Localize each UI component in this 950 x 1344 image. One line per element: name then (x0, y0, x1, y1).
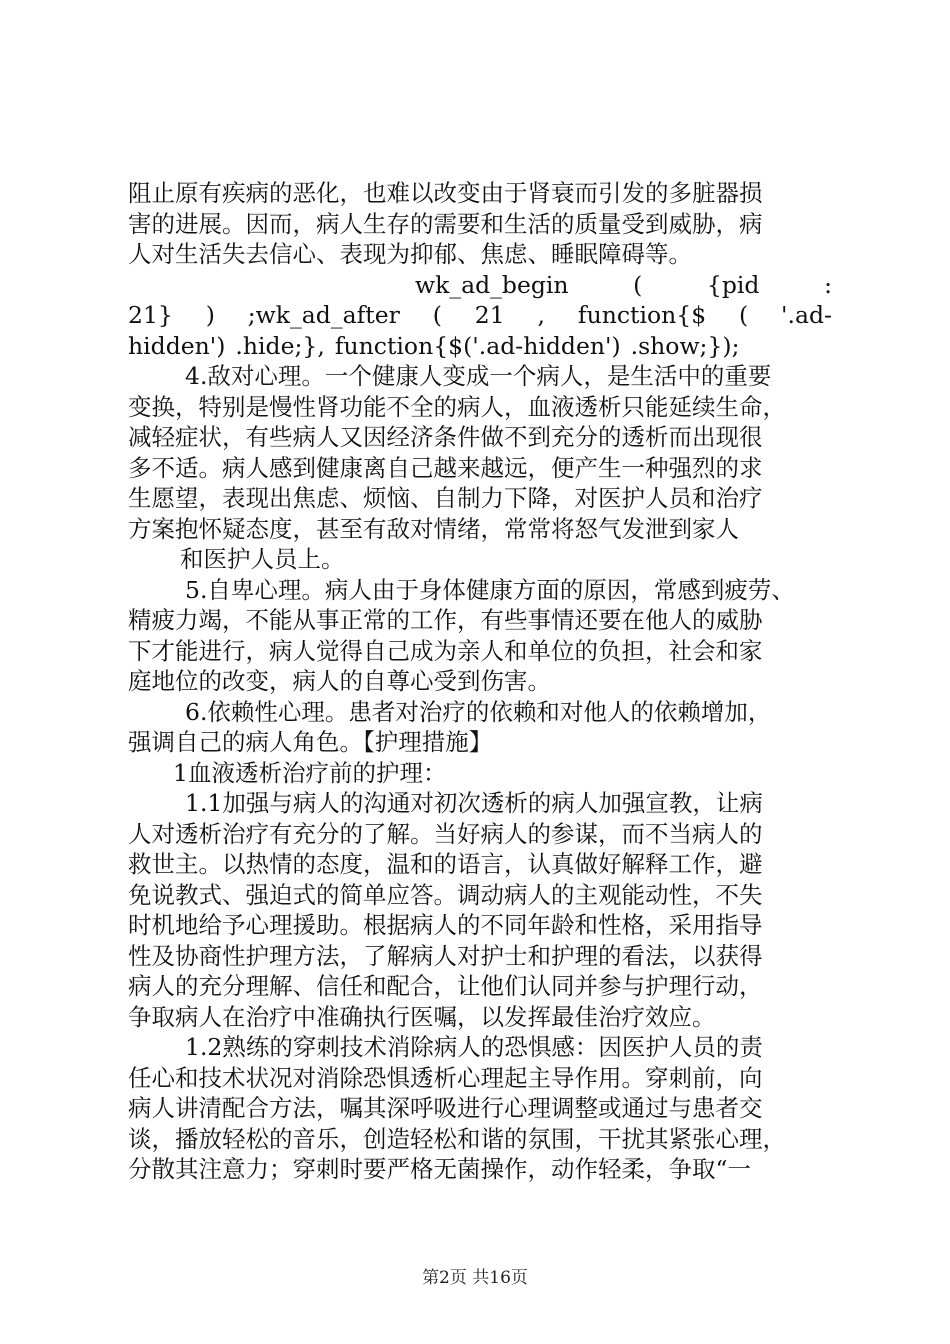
text-line: 免说教式、强迫式的简单应答。调动病人的主观能动性，不失 (128, 880, 763, 909)
text-line: 人对生活失去信心、表现为抑郁、焦虑、睡眠障碍等。 (128, 240, 692, 268)
paragraph-line (128, 910, 832, 941)
paragraph-line (128, 636, 832, 667)
paragraph-line (128, 666, 832, 697)
text-line: 人对透析治疗有充分的了解。当好病人的参谋，而不当病人的 (128, 819, 763, 848)
text-line: 5.自卑心理。病人由于身体健康方面的原因，常感到疲劳、 (185, 575, 795, 604)
paragraph-line (128, 880, 832, 911)
ad-token: ( (633, 270, 643, 299)
paragraph-line (128, 1124, 832, 1155)
ad-token: {pid (706, 270, 760, 299)
paragraph-line (128, 514, 832, 545)
paragraph-line (128, 788, 832, 819)
paragraph-line (128, 849, 832, 880)
paragraph-line (128, 727, 832, 758)
paragraph-line (128, 1093, 832, 1124)
paragraph-line (128, 178, 832, 209)
section-heading (128, 758, 832, 789)
text-line: 1血液透析治疗前的护理： (173, 758, 447, 787)
text-line: 时机地给予心理援助。根据病人的不同年龄和性格，采用指导 (128, 911, 763, 939)
paragraph-line (128, 1154, 832, 1185)
text-line: 分散其注意力；穿刺时要严格无菌操作，动作轻柔，争取“一 (128, 1155, 752, 1183)
text-line: 任心和技术状况对消除恐惧透析心理起主导作用。穿刺前，向 (128, 1063, 763, 1092)
text-line: 精疲力竭，不能从事正常的工作，有些事情还要在他人的威胁 (128, 606, 763, 634)
text-line: 6.依赖性心理。患者对治疗的依赖和对他人的依赖增加， (185, 697, 772, 726)
ad-code-line (128, 300, 832, 331)
text-line: 多不适。病人感到健康离自己越来越远，便产生一种强烈的求 (128, 453, 763, 482)
text-line: 性及协商性护理方法，了解病人对护士和护理的看法，以获得 (128, 941, 763, 970)
ad-code-line (128, 270, 832, 301)
text-line: 方案抱怀疑态度，甚至有敌对情绪，常常将怒气发泄到家人 (128, 514, 739, 543)
ad-token: , (537, 301, 546, 329)
page-footer (0, 1268, 950, 1288)
text-line: 谈，播放轻松的音乐，创造轻松和谐的氛围，干扰其紧张心理， (128, 1124, 786, 1153)
paragraph-line (128, 697, 832, 728)
paragraph-line (128, 1032, 832, 1063)
paragraph-line (128, 544, 832, 575)
text-line: 4.敌对心理。一个健康人变成一个病人，是生活中的重要 (185, 362, 772, 390)
text-line: 和医护人员上。 (180, 545, 345, 573)
ad-token: '.ad- (781, 301, 832, 329)
text-line: 1.2熟练的穿刺技术消除病人的恐惧感：因医护人员的责 (185, 1033, 763, 1061)
paragraph-line (128, 422, 832, 453)
ad-token: 21 (474, 301, 505, 329)
paragraph-line (128, 453, 832, 484)
text-line: 下才能进行，病人觉得自己成为亲人和单位的负担，社会和家 (128, 636, 763, 665)
paragraph-line (128, 361, 832, 392)
ad-token: : (824, 270, 832, 299)
ad-token: .hide;}, (235, 331, 325, 360)
text-line: 变换，特别是慢性肾功能不全的病人，血液透析只能延续生命， (128, 392, 786, 421)
text-line: 病人的充分理解、信任和配合，让他们认同并参与护理行动， (128, 972, 763, 1000)
body-text (128, 178, 832, 1185)
text-line: 1.1加强与病人的沟通对初次透析的病人加强宣教，让病 (185, 789, 763, 817)
page-number: 第2页 共16页 (422, 1268, 528, 1288)
ad-token: 21} (128, 301, 173, 329)
paragraph-line (128, 971, 832, 1002)
text-line: 庭地位的改变，病人的自尊心受到伤害。 (128, 667, 551, 695)
paragraph-line (128, 1063, 832, 1094)
paragraph-line (128, 209, 832, 240)
ad-token: ( (739, 301, 749, 329)
ad-token: ) (205, 301, 215, 329)
paragraph-line (128, 239, 832, 270)
ad-token: ;wk_ad_after (247, 301, 400, 329)
ad-code-line (128, 331, 832, 362)
text-line: 害的进展。因而，病人生存的需要和生活的质量受到威胁，病 (128, 209, 763, 238)
paragraph-line (128, 605, 832, 636)
text-line: 阻止原有疾病的恶化，也难以改变由于肾衰而引发的多脏器损 (128, 179, 763, 207)
paragraph-line (128, 483, 832, 514)
text-line: 强调自己的病人角色。【护理措施】 (128, 728, 493, 756)
paragraph-line (128, 819, 832, 850)
text-line: 生愿望，表现出焦虑、烦恼、自制力下降，对医护人员和治疗 (128, 484, 763, 512)
text-line: 救世主。以热情的态度，温和的语言，认真做好解释工作，避 (128, 850, 763, 878)
ad-token: function{$ (577, 301, 707, 329)
ad-token: ( (432, 301, 442, 329)
paragraph-line (128, 392, 832, 423)
text-line: 病人讲清配合方法，嘱其深呼吸进行心理调整或通过与患者交 (128, 1094, 763, 1122)
paragraph-line (128, 575, 832, 606)
ad-token: hidden') (128, 331, 226, 360)
ad-token: function{$('.ad-hidden') (334, 331, 621, 360)
ad-token: wk_ad_begin (415, 270, 569, 299)
paragraph-line (128, 941, 832, 972)
paragraph-line (128, 1002, 832, 1033)
text-line: 争取病人在治疗中准确执行医嘱，以发挥最佳治疗效应。 (128, 1002, 716, 1031)
ad-token: .show;}); (630, 331, 740, 360)
text-line: 减轻症状，有些病人又因经济条件做不到充分的透析而出现很 (128, 423, 763, 451)
